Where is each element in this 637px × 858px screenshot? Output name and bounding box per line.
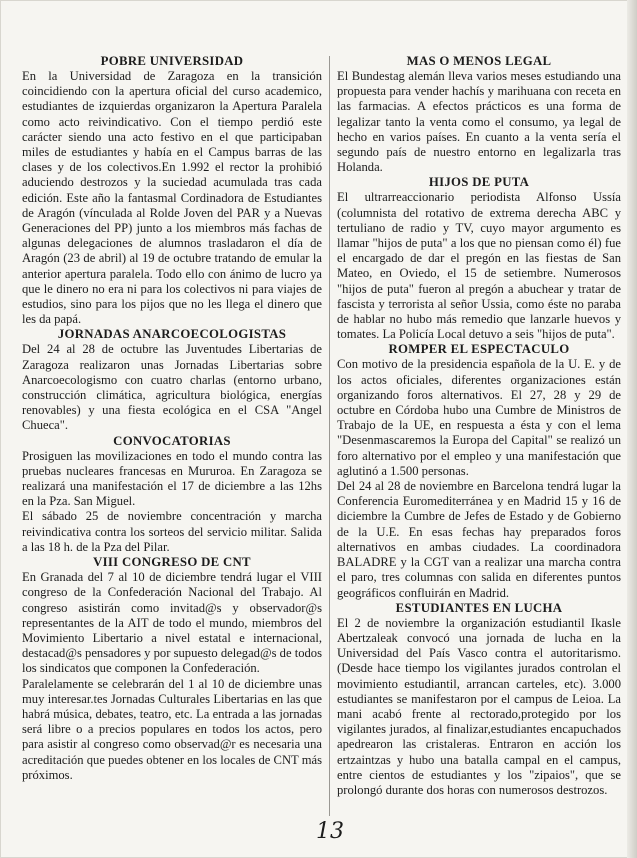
article-paragraph: El ultrarreaccionario periodista Alfonso Ussía (columnista del rotativo de extrema derecha ABC y tertuliano de radio y TV, cuyo mayor argumento es llamar "hijos de puta" a los que no piensan como él) fue el encargado de dar el pregón en las fiestas de San Mateo, en Oviedo, el 15 de setiembre. Numerosos "hijos de puta" fueron al pregón a abuchear y tratar de fascista y terrorista al señor Ussia, como éste no paraba de hablar no hubo más remedio que lanzarle huevos y tomates. La Policía Local detuvo a seis "hijos de puta". xyxy=(337,190,621,342)
article-title: ROMPER EL ESPECTACULO xyxy=(388,342,570,357)
article-paragraph: Paralelamente se celebrarán del 1 al 10 de diciembre unas muy interesar.tes Jornadas Culturales Libertarias en las que habrá música, debates, teatro, etc. La entrada a las jornadas será libre o a precios populares en todos los actos, pero para asistir al congreso como observad@r es necesaria una acreditación que puedes obtener en los locales de CNT más próximos. xyxy=(22,676,322,782)
article-title: HIJOS DE PUTA xyxy=(428,175,530,190)
page-number: 13 xyxy=(316,819,344,844)
article-paragraph: En la Universidad de Zaragoza en la transición coincidiendo con la apertura oficial del curso academico, estudiantes de izquierdas organizaron la Apertura Paralela como acto reivindicativo. Con el tiempo perdió este carácter siendo una acto festivo en el que participaban miles de estudiantes y había en el Campus barras de las clases y de los colectivos.En 1.992 el rector la prohibió aduciendo destrozos y la suciedad acumulada tras cada edición. Este año la fantasmal Cordinadora de Estudiantes de Aragón (vínculada al Rolde Joven del PAR y a Nuevas Generaciones del PP) junto a los miembros más fachas de algunas delegaciones de alumnos trasladaron el día de Aragón (23 de abril) al 19 de octubre tratando de emular la anterior apertura paralela. Todo ello con ánimo de lucro ya que le dinero no era ni para los colectivos ni para viajes de estudios, sino para los pijos que no les llega el dinero que les da papá. xyxy=(22,69,322,327)
article-title: VIII CONGRESO DE CNT xyxy=(93,555,251,570)
article-romper-el-espectaculo xyxy=(337,342,621,600)
article-jornadas-anarcoecologistas xyxy=(22,327,322,433)
article-title: CONVOCATORIAS xyxy=(113,433,231,448)
article-hijos-de-puta xyxy=(337,175,621,342)
article-paragraph: Del 24 al 28 de noviembre en Barcelona tendrá lugar la Conferencia Euromediterránea y en Madrid 15 y 16 de diciembre la Cumbre de Jefes de Estado y de Gobierno de la U.E. En esas fechas hay preparados foros alternativos en ambas ciudades. La coordinadora BALADRE y la CGT van a realizar una marcha contra el paro, tres columnas con salida en diferentes puntos geográficos confluirán en Madrid. xyxy=(337,479,621,600)
article-title: MAS O MENOS LEGAL xyxy=(406,54,552,68)
right-column xyxy=(337,54,621,798)
article-paragraph: Del 24 al 28 de octubre las Juventudes Libertarias de Zaragoza realizaron unas Jornadas Libertarias sobre Anarcoecologismo con cuatro charlas (entorno urbano, construcción climática, agricultura biológica, energías renovables) y una fiesta ecológica en el CSA "Angel Chueca". xyxy=(22,342,322,433)
left-column xyxy=(22,54,322,783)
column-divider xyxy=(329,56,330,816)
article-title: ESTUDIANTES EN LUCHA xyxy=(395,600,563,615)
article-title: JORNADAS ANARCOECOLOGISTAS xyxy=(57,327,287,342)
article-paragraph: Prosiguen las movilizaciones en todo el mundo contra las pruebas nucleares francesas en Mururoa. En Zaragoza se realizará una manifestación el 17 de diciembre a las 12hs en la Pza. San Miguel. xyxy=(22,448,322,509)
article-mas-o-menos-legal xyxy=(337,54,621,175)
article-paragraph: Con motivo de la presidencia española de la U. E. y de los actos oficiales, diferentes organizaciones están organizando foros alternativos. El 27, 28 y 29 de octubre en Córdoba hubo una Cumbre de Ministros de Trabajo de la UE, en respuesta a ésta y con el lema "Desenmascaremos la Europa del Capital" se realizó un foro alternativo por el empleo y una manifestación que aglutinó a 1.500 personas. xyxy=(337,357,621,478)
article-paragraph: El Bundestag alemán lleva varios meses estudiando una propuesta para vender hachís y marihuana con receta en las farmacias. A efectos prácticos es una forma de legalizar tanto la venta como el consumo, ya legal de hecho en varios países. En cuanto a la venta sería el segundo país de nuestro entorno en legalizarla tras Holanda. xyxy=(337,69,621,175)
article-pobre-universidad xyxy=(22,54,322,327)
article-paragraph: En Granada del 7 al 10 de diciembre tendrá lugar el VIII congreso de la Confederación Nacional del Trabajo. Al congreso asistirán como invitad@s y observador@s representantes de la AIT de todo el mundo, miembros del Movimiento Libertario a nivel estatal e internacional, destacad@s pensadores y por supuesto delegad@s de todos los sindicatos que componen la Confederación. xyxy=(22,570,322,676)
article-congreso-cnt xyxy=(22,555,322,783)
article-convocatorias xyxy=(22,434,322,555)
article-paragraph: El sábado 25 de noviembre concentración y marcha reivindicativa contra los sorteos del servicio militar. Salida a las 18 h. de la Pza del Pilar. xyxy=(22,509,322,554)
article-estudiantes-en-lucha xyxy=(337,601,621,798)
page-edge-shadow xyxy=(627,0,637,858)
article-paragraph: El 2 de noviembre la organización estudiantil Ikasle Abertzaleak convocó una jornada de lucha en la Universidad del País Vasco contra el autoritarismo. (Desde hace tiempo los vigilantes jurados controlan el movimiento estudiantil, arrancan carteles, etc). 3.000 estudiantes se manifestaron por el campus de Leioa. La mani acabó frente al rectorado,protegido por los vigilantes jurados, al finalizar,estudiantes encapuchados apedrearon las cristaleras. Entraron en acción los ertzaintzas y hubo una batalla campal en el campus, entre cientos de estudiantes y los "zipaios", que se prolongó durante dos horas con numerosos destrozos. xyxy=(337,615,621,797)
article-title: POBRE UNIVERSIDAD xyxy=(100,54,244,68)
